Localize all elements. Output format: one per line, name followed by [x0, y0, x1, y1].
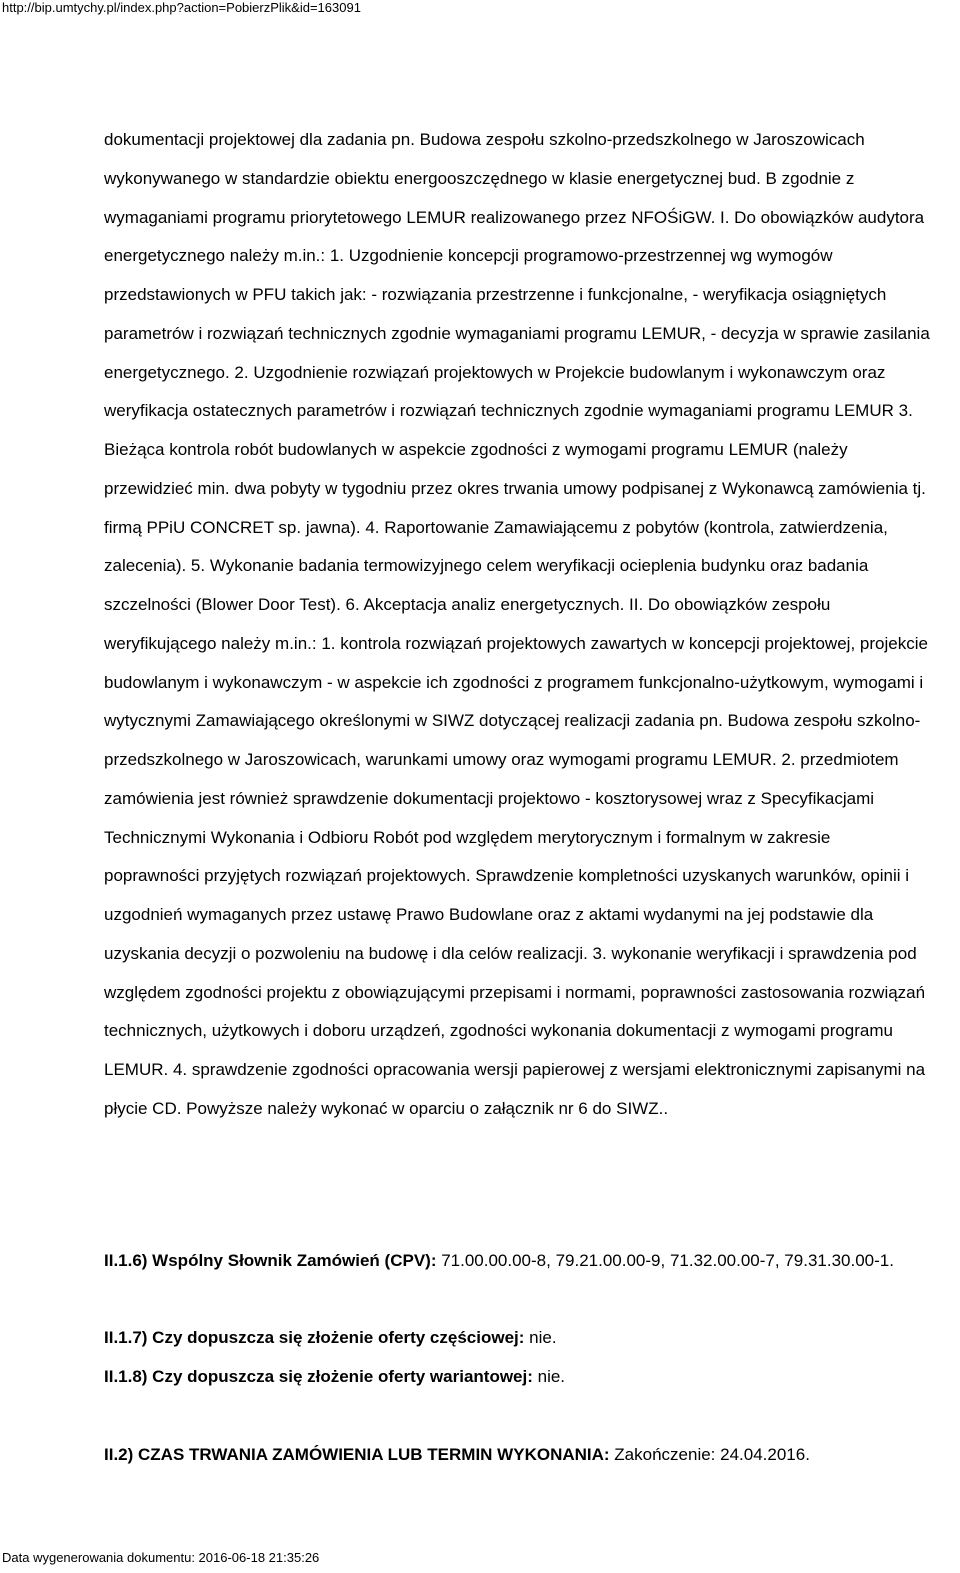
duration-value: Zakończenie: 24.04.2016.	[609, 1445, 810, 1464]
page-url: http://bip.umtychy.pl/index.php?action=PobierzPlik&id=163091	[2, 0, 361, 15]
cpv-label: II.1.6) Wspólny Słownik Zamówień (CPV):	[104, 1251, 437, 1270]
partial-offer-label: II.1.7) Czy dopuszcza się złożenie oferty częściowej:	[104, 1328, 525, 1347]
cpv-section	[104, 1242, 930, 1281]
generation-date: Data wygenerowania dokumentu: 2016-06-18 21:35:26	[2, 1550, 320, 1565]
variant-offer-value: nie.	[532, 1367, 566, 1386]
variant-offer-label: II.1.8) Czy dopuszcza się złożenie oferty wariantowej:	[104, 1367, 533, 1386]
duration-section	[104, 1436, 930, 1475]
body-paragraph: dokumentacji projektowej dla zadania pn. Budowa zespołu szkolno-przedszkolnego w Jaroszowicach wykonywanego w standardzie obiektu energooszczędnego w klasie energetycznej bud. B zgodnie z wymaganiami programu priorytetowego LEMUR realizowanego przez NFOŚiGW. I. Do obowiązków audytora energetycznego należy m.in.: 1. Uzgodnienie koncepcji programowo-przestrzennej wg wymogów przedstawionych w PFU takich jak: - rozwiązania przestrzenne i funkcjonalne, - weryfikacja osiągniętych parametrów i rozwiązań technicznych zgodnie wymaganiami programu LEMUR, - decyzja w sprawie zasilania energetycznego. 2. Uzgodnienie rozwiązań projektowych w Projekcie budowlanym i wykonawczym oraz weryfikacja ostatecznych parametrów i rozwiązań technicznych zgodnie wymaganiami programu LEMUR 3. Bieżąca kontrola robót budowlanych w aspekcie zgodności z wymogami programu LEMUR (należy przewidzieć min. dwa pobyty w tygodniu przez okres trwania umowy podpisanej z Wykonawcą zamówienia tj. firmą PPiU CONCRET sp. jawna). 4. Raportowanie Zamawiającemu z pobytów (kontrola, zatwierdzenia, zalecenia). 5. Wykonanie badania termowizyjnego celem weryfikacji ocieplenia budynku oraz badania szczelności (Blower Door Test). 6. Akceptacja analiz energetycznych. II. Do obowiązków zespołu weryfikującego należy m.in.: 1. kontrola rozwiązań projektowych zawartych w koncepcji projektowej, projekcie budowlanym i wykonawczym - w aspekcie ich zgodności z programem funkcjonalno-użytkowym, wymogami i wytycznymi Zamawiającego określonymi w SIWZ dotyczącej realizacji zadania pn. Budowa zespołu szkolno-przedszkolnego w Jaroszowicach, warunkami umowy oraz wymogami programu LEMUR. 2. przedmiotem zamówienia jest również sprawdzenie dokumentacji projektowo - kosztorysowej wraz z Specyfikacjami Technicznymi Wykonania i Odbioru Robót pod względem merytorycznym i formalnym w zakresie poprawności przyjętych rozwiązań projektowych. Sprawdzenie kompletności uzyskanych warunków, opinii i uzgodnień wymaganych przez ustawę Prawo Budowlane oraz z aktami wydanymi na jej podstawie dla uzyskania decyzji o pozwoleniu na budowę i dla celów realizacji. 3. wykonanie weryfikacji i sprawdzenia pod względem zgodności projektu z obowiązującymi przepisami i normami, poprawności zastosowania rozwiązań technicznych, użytkowych i doboru urządzeń, zgodności wykonania dokumentacji z wymogami programu LEMUR. 4. sprawdzenie zgodności opracowania wersji papierowej z wersjami elektronicznymi zapisanymi na płycie CD. Powyższe należy wykonać w oparciu o załącznik nr 6 do SIWZ..	[104, 130, 930, 1118]
variant-offer-section	[104, 1358, 930, 1397]
partial-offer-section	[104, 1319, 930, 1358]
cpv-value: 71.00.00.00-8, 79.21.00.00-9, 71.32.00.00-7, 79.31.30.00-1.	[436, 1251, 894, 1270]
partial-offer-value: nie.	[524, 1328, 557, 1347]
duration-label: II.2) CZAS TRWANIA ZAMÓWIENIA LUB TERMIN WYKONANIA:	[104, 1445, 610, 1464]
